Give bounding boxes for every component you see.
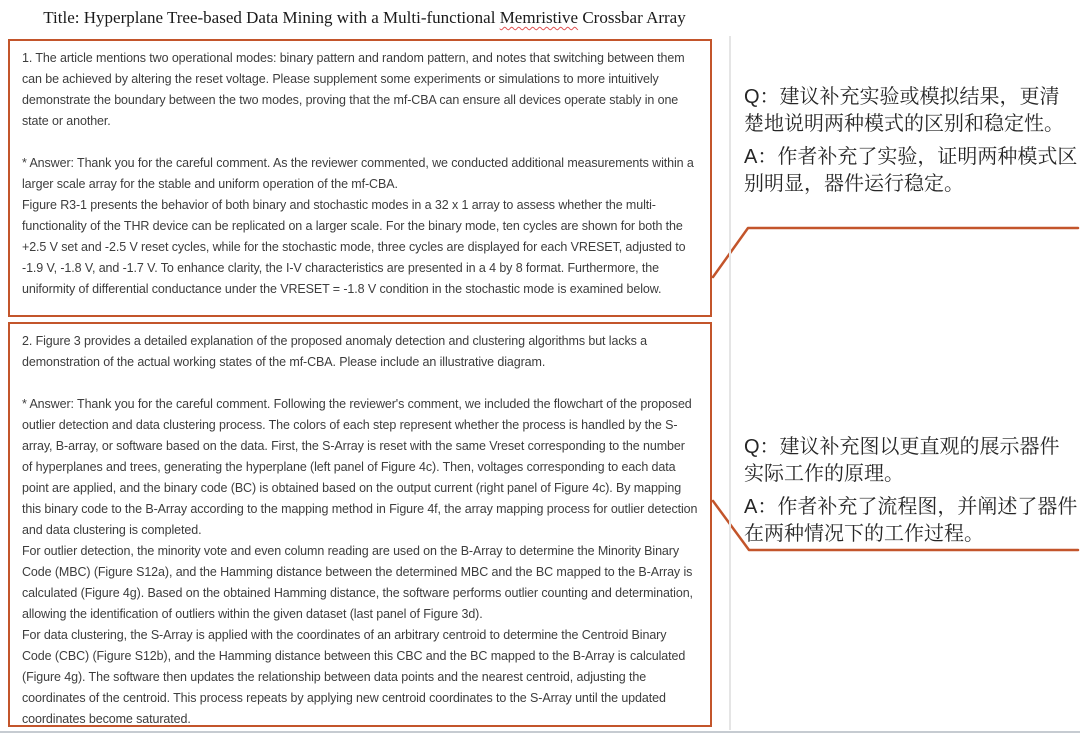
annotation-2 [744,434,1078,548]
bottom-rule [0,731,1080,733]
annotation-1-answer: A：作者补充了实验，证明两种模式区别明显，器件运行稳定。 [744,146,1078,195]
annotation-1-question: Q：建议补充实验或模拟结果，更清楚地说明两种模式的区别和稳定性。 [744,86,1064,135]
review-1-answer-continued: Figure R3-1 presents the behavior of both binary and stochastic modes in a 32 x 1 array to assess whether the multi-functionality of the THR device can be replicated on a larger scale. For the binary mode, ten cycles are shown for both the +2.5 V set and -2.5 V reset cycles, while for the stochastic mode, three cycles are displayed for each VRESET, adjusted to -1.9 V, -1.8 V, and -1.7 V. To enhance clarity, the I-V characteristics are presented in a 4 by 8 format. Furthermore, the uniformity of differential conductance under the VRESET = -1.8 V condition in the stochastic mode is examined below. [22,198,686,296]
title-text-suffix: Crossbar Array [578,8,686,27]
review-1-comment: 1. The article mentions two operational modes: binary pattern and random pattern, and notes that switching between them can be achieved by altering the reset voltage. Please supplement some experiments or simulations to more intuitively demonstrate the boundary between the two modes, proving that the mf-CBA can ensure all devices operate stably in one state or another. [22,51,685,128]
review-2-comment: 2. Figure 3 provides a detailed explanation of the proposed anomaly detection and clustering algorithms but lacks a demonstration of the actual working states of the mf-CBA. Please include an illustrative diagram. [22,334,648,369]
title-misspelled-word: Memristive [499,8,579,27]
annotation-2-question: Q：建议补充图以更直观的展示器件实际工作的原理。 [744,436,1060,485]
review-box-2 [8,322,712,727]
annotation-2-answer: A：作者补充了流程图，并阐述了器件在两种情况下的工作过程。 [744,496,1078,545]
title-text-prefix: Title: Hyperplane Tree-based Data Mining with a Multi-functional [43,8,500,27]
review-box-1 [8,39,712,317]
review-2-answer-outlier-detection: For outlier detection, the minority vote and even column reading are used on the B-Array to determine the Minority Binary Code (MBC) (Figure S12a), and the Hamming distance between the determined MBC and the BC mapped to the B-Array is calculated (Figure 4g). Based on the obtained Hamming distance, the software performs outlier counting and determination, allowing the identification of outliers within the given dataset (last panel of Figure 3d). [22,544,693,621]
page-edge-divider [729,36,731,730]
review-1-answer: * Answer: Thank you for the careful comment. As the reviewer commented, we conducted additional measurements within a larger scale array for the stable and uniform operation of the mf-CBA. [22,156,694,191]
annotation-1 [744,84,1078,198]
review-2-answer: * Answer: Thank you for the careful comment. Following the reviewer's comment, we included the flowchart of the proposed outlier detection and data clustering process. The colors of each step represent whether the process is handled by the S-array, B-array, or software based on the data. First, the S-Array is reset with the same Vreset corresponding to the number of hyperplanes and trees, generating the hyperplane (left panel of Figure 4c). Then, voltages corresponding to each data point are applied, and the binary code (BC) is obtained based on the output current (right panel of Figure 4c). By mapping this binary code to the B-Array according to the mapping method in Figure 4f, the array mapping process for outlier detection and data clustering is completed. [22,397,698,537]
callout-line-1 [713,228,1078,277]
page-title [0,8,729,28]
review-2-answer-data-clustering: For data clustering, the S-Array is applied with the coordinates of an arbitrary centroid to determine the Centroid Binary Code (CBC) (Figure S12b), and the Hamming distance between this CBC and the BC mapped to the B-Array is calculated (Figure 4g). The software then updates the relationship between data points and the nearest centroid, adjusting the coordinates of the centroid. This process repeats by applying new centroid coordinates to the S-Array until the updated coordinates become saturated. [22,628,686,726]
